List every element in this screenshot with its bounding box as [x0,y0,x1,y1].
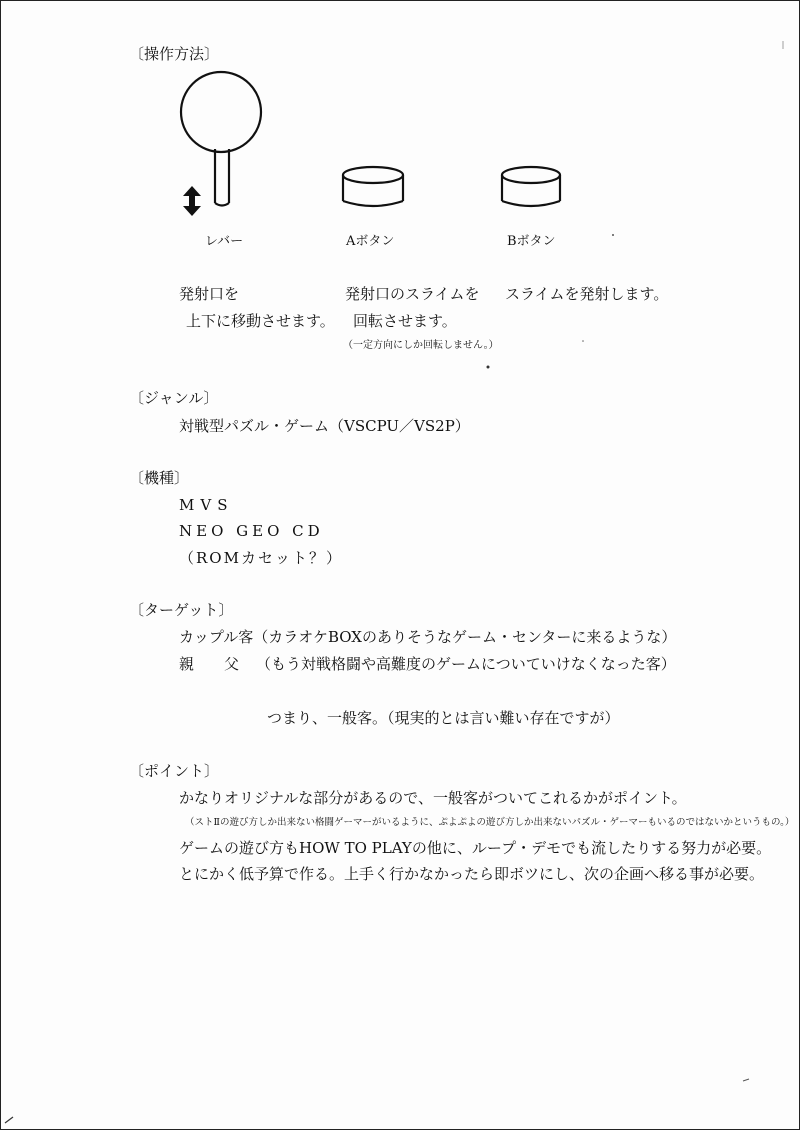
target-line1: カップル客（カラオケBOXのありそうなゲーム・センターに来るような） [179,628,677,646]
a-button-desc-line2: 回転させます。 [353,312,457,330]
points-line1: かなりオリジナルな部分があるので、一般客がついてこれるかがポイント。 [179,789,687,807]
a-button-label: Aボタン [346,234,395,249]
points-line3: とにかく低予算で作る。上手く行かなかったら即ボツにし、次の企画へ移る事が必要。 [179,865,765,883]
lever-label: レバー [205,234,244,249]
scan-specks [1,1,799,1129]
platform-item-neogeo-cd: NEO GEO CD [179,522,324,540]
a-button-note: （一定方向にしか回転しません。） [343,340,499,351]
platform-heading: 〔機種〕 [129,469,190,487]
points-note: （ストⅡの遊び方しか出来ない格闘ゲーマーがいるように、ぷよぷよの遊び方しか出来ないパズル・ゲーマーもいるのではないかというもの。） [185,817,795,828]
points-line2: ゲームの遊び方もHOW TO PLAYの他に、ループ・デモでも流したりする努力が必要。 [179,839,772,857]
lever-desc-line1: 発射口を [179,285,240,303]
genre-heading: 〔ジャンル〕 [129,389,219,407]
target-line2-label: 親 父 [179,655,240,673]
target-line2-text: （もう対戦格闘や高難度のゲームについていけなくなった客） [256,655,676,673]
genre-text: 対戦型パズル・ゲーム（VSCPU／VS2P） [179,417,470,435]
b-button-label: Bボタン [507,234,556,249]
target-summary: つまり、一般客。（現実的とは言い難い存在ですが） [267,709,620,727]
target-heading: 〔ターゲット〕 [129,601,234,619]
platform-item-mvs: MVS [179,496,234,514]
lever-desc-line2: 上下に移動させます。 [186,312,335,330]
points-heading: 〔ポイント〕 [129,762,220,780]
b-button-desc-line1: スライムを発射します。 [505,285,669,303]
platform-item-rom: （ROMカセット？） [179,549,343,567]
controls-heading: 〔操作方法〕 [129,45,220,63]
a-button-desc-line1: 発射口のスライムを [345,285,480,303]
